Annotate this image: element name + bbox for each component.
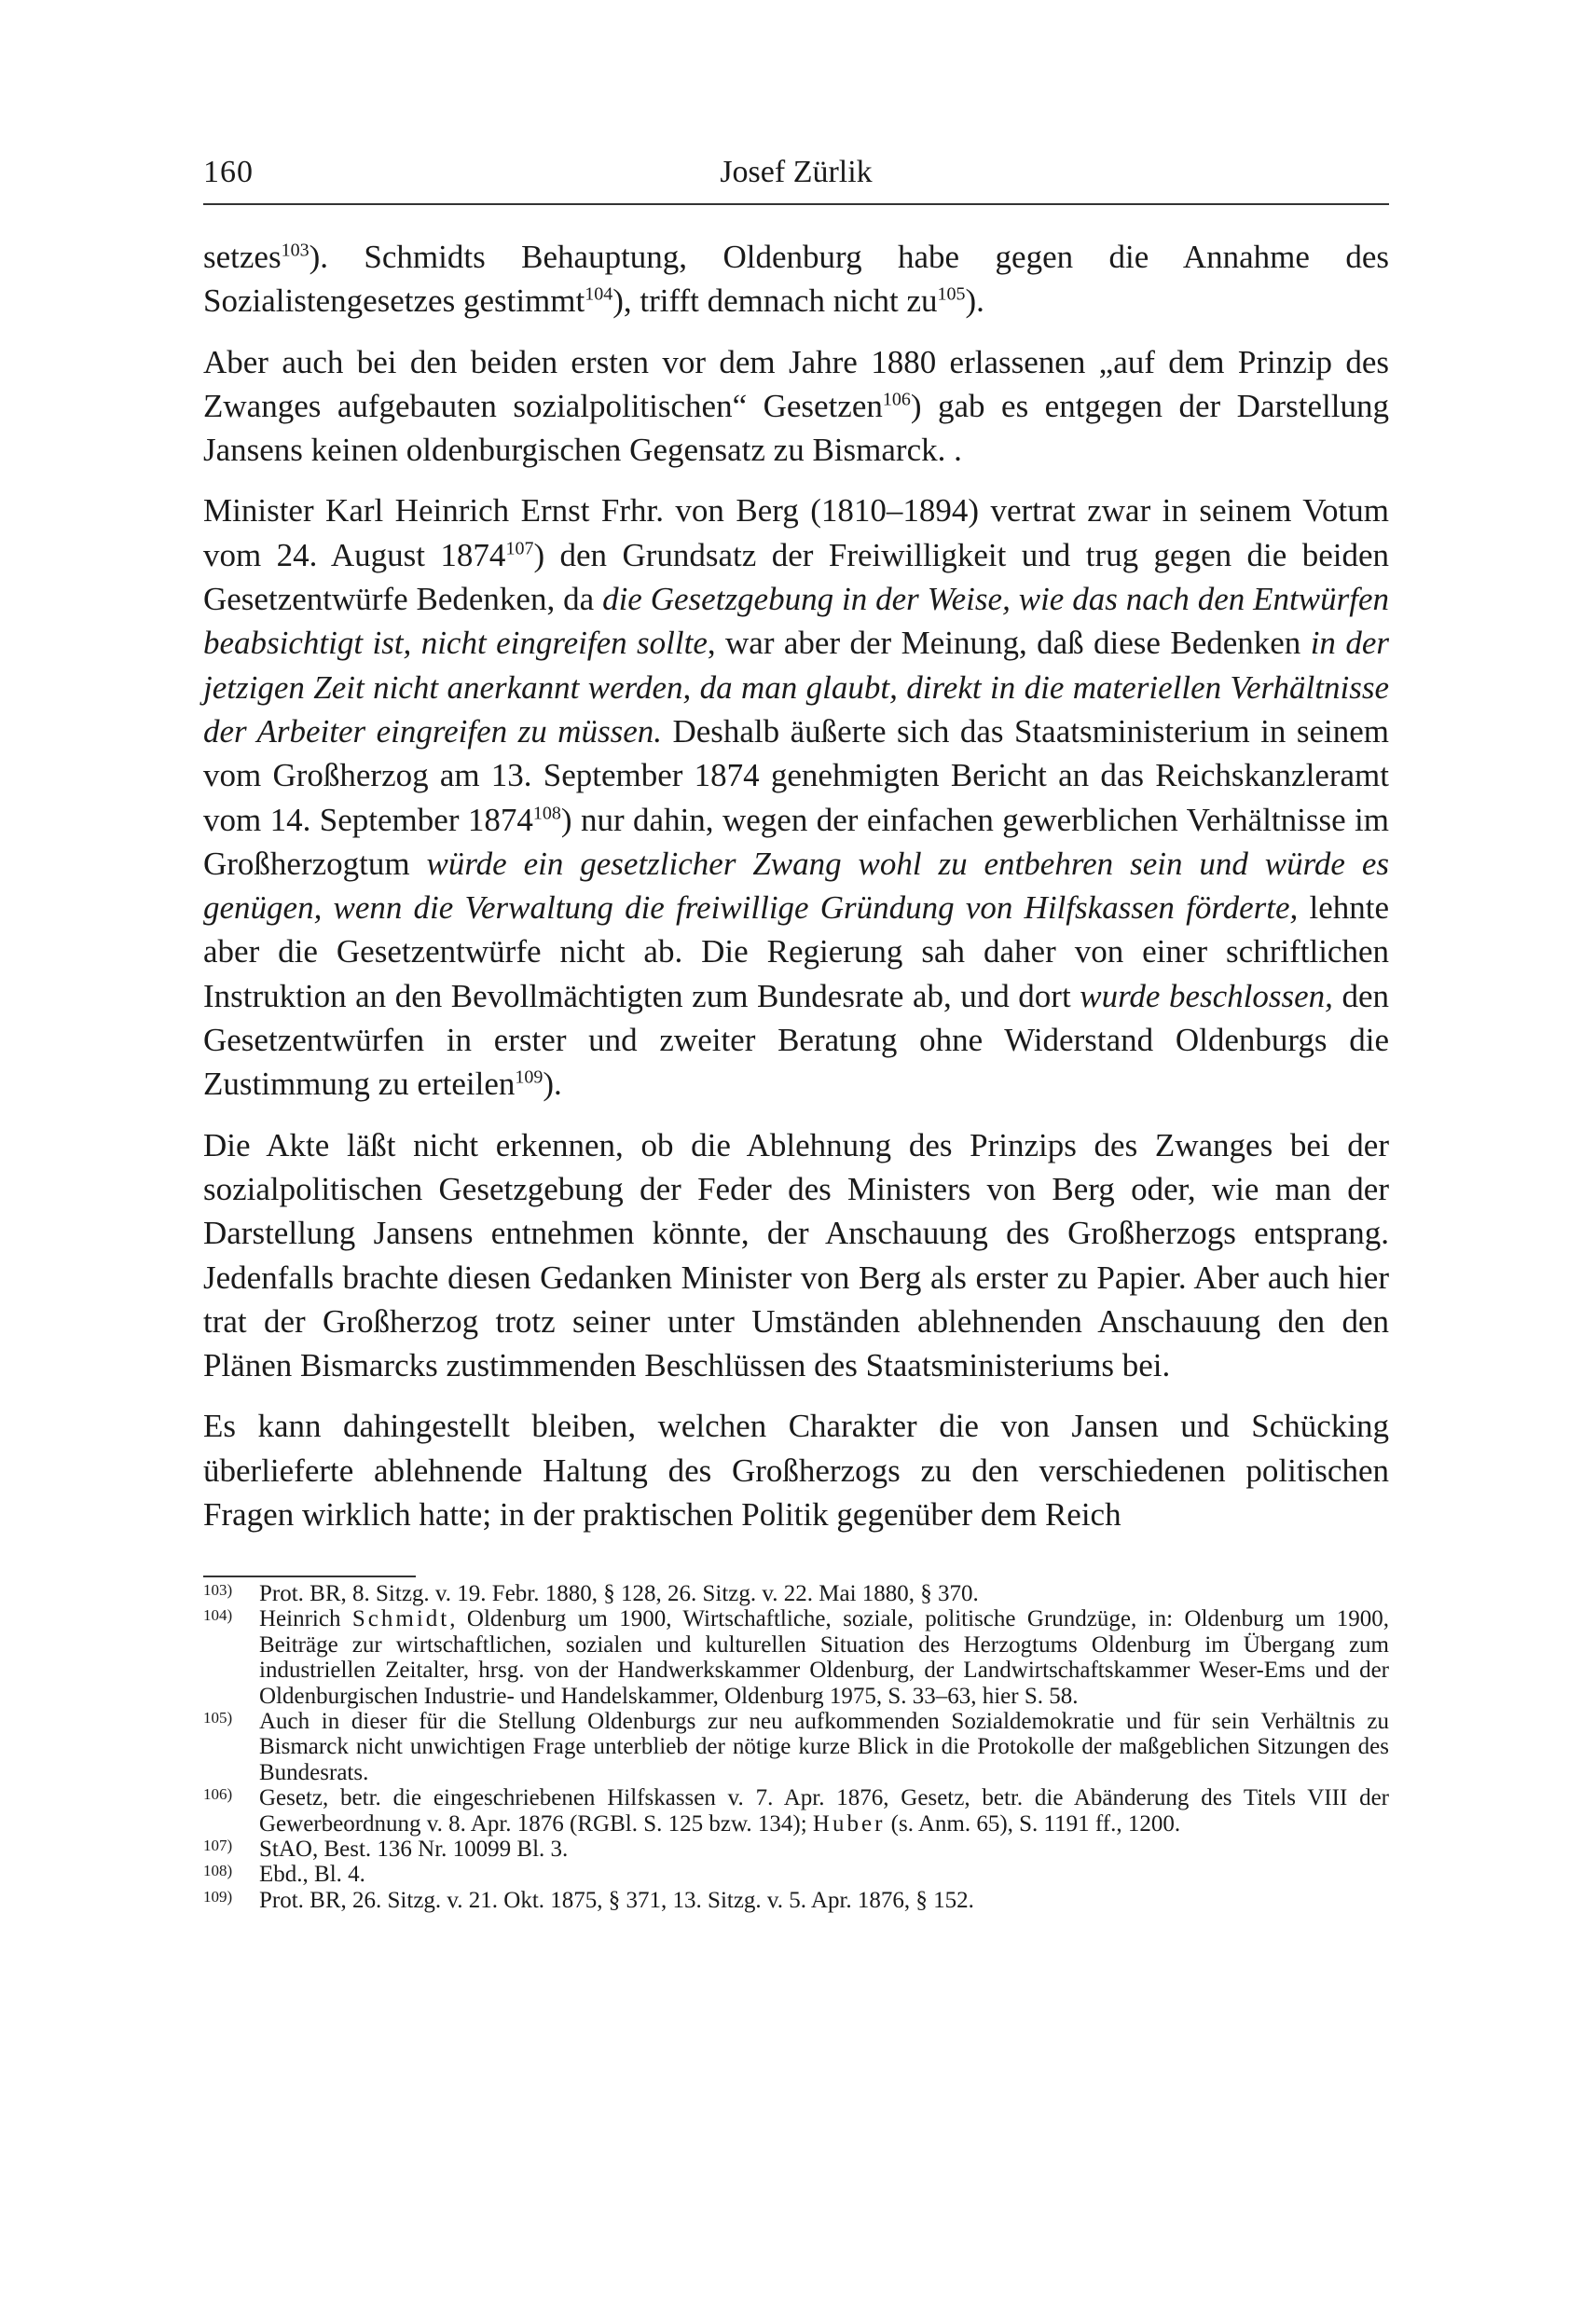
footnote-text: , Oldenburg um 1900, Wirtschaftliche, soziale, politische Grundzüge, in: Oldenburg um 1900, Beiträge zur wirtschaftlichen, sozialen und kulturellen Situation des Herzogtums Oldenburg im Übergang zum industriellen Zeitalter, hrsg. von der Handwerkskammer Oldenburg, der Landwirtschaftskammer Weser-Ems und der Oldenburgischen Industrie- und Handelskammer, Oldenburg 1975, S. 33–63, hier S. 58. <box>259 1606 1390 1709</box>
running-head: Josef Zürlik <box>720 155 873 189</box>
footnote-103 <box>203 1581 1389 1606</box>
footnote-ref: 109 <box>515 1067 543 1088</box>
text-run: ) den Grundsatz der Freiwilligkeit und trug gegen die beiden Gesetzentwürfe Bedenken, da <box>203 536 1389 618</box>
footnote-ref: 104 <box>585 283 613 305</box>
text-run: ). <box>543 1066 562 1103</box>
footnote-108 <box>203 1862 1389 1887</box>
quotation: wurde beschlossen, <box>1080 977 1333 1014</box>
footnote-number: 105) <box>203 1709 233 1727</box>
header-rule <box>203 203 1389 205</box>
footnote-ref: 108 <box>532 802 561 823</box>
text-run: Aber auch bei den beiden ersten vor dem Jahre 1880 erlassenen „auf dem Prinzip des Zwanges aufgebauten sozialpolitischen“ Gesetzen <box>203 343 1389 424</box>
footnote-text: Prot. BR, 26. Sitzg. v. 21. Okt. 1875, § 371, 13. Sitzg. v. 5. Apr. 1876, § 152. <box>259 1887 974 1913</box>
footnote-number: 107) <box>203 1837 233 1855</box>
footnote-number: 106) <box>203 1785 233 1804</box>
text-run: ), trifft demnach nicht zu <box>612 282 938 320</box>
text-run: ). Schmidts Behauptung, Oldenburg habe gegen die Annahme des Sozialistengesetzes gestimmt <box>203 239 1389 320</box>
text-run: ). <box>965 282 984 320</box>
paragraph-2 <box>203 340 1389 473</box>
footnote-number: 104) <box>203 1606 233 1625</box>
paragraph-1 <box>203 235 1389 323</box>
text-run: , war aber der Meinung, daß diese Bedenken <box>707 625 1311 662</box>
footnote-109 <box>203 1888 1389 1913</box>
footnote-text: Prot. BR, 8. Sitzg. v. 19. Febr. 1880, § 128, 26. Sitzg. v. 22. Mai 1880, § 370. <box>259 1581 979 1606</box>
main-text <box>203 235 1389 1553</box>
page-header <box>203 155 1389 196</box>
footnote-number: 103) <box>203 1581 233 1599</box>
footnote-106 <box>203 1785 1389 1837</box>
text-run: Minister Karl Heinrich Ernst Frhr. von Berg (1810–1894) vertrat zwar in seinem Votum vom 24. August 1874 <box>203 492 1389 573</box>
paragraph-5: Es kann dahingestellt bleiben, welchen Charakter die von Jansen und Schücking überlieferte ablehnende Haltung des Großherzogs zu den verschiedenen politischen Fragen wirklich hatte; in der praktischen Politik gegenüber dem Reich <box>203 1408 1389 1534</box>
footnote-ref: 106 <box>882 389 911 410</box>
footnote-107 <box>203 1837 1389 1862</box>
author-name: Schmidt <box>351 1606 450 1632</box>
footnote-text: (s. Anm. 65), S. 1191 ff., 1200. <box>885 1810 1181 1837</box>
footnote-text: Gesetz, betr. die eingeschriebenen Hilfskassen v. 7. Apr. 1876, Gesetz, betr. die Abänderung des Titels VIII der Gewerbeordnung v. 8. Apr. 1876 (RGBl. S. 125 bzw. 134); <box>259 1785 1389 1837</box>
text-run: lehnte aber die Gesetzentwürfe nicht ab. Die Regierung sah daher von einer schriftlichen Instruktion an den Bevollmächtigten zum Bundesrate ab, und dort <box>203 889 1390 1014</box>
paragraph-4: Die Akte läßt nicht erkennen, ob die Ablehnung des Prinzips des Zwanges bei der sozialpolitischen Gesetzgebung der Feder des Ministers von Berg oder, wie man der Darstellung Jansens entnehmen könnte, der Anschauung des Großherzogs entsprang. Jedenfalls brachte diesen Gedanken Minister von Berg als erster zu Papier. Aber auch hier trat der Großherzog trotz seiner unter Umständen ablehnenden Anschauung den den Plänen Bismarcks zustimmenden Beschlüssen des Staatsministeriums bei. <box>203 1126 1389 1384</box>
quotation: in der jetzigen Zeit nicht anerkannt werden, da man glaubt, direkt in die materiellen Verhältnisse der Arbeiter eingreifen zu müssen. <box>203 625 1389 750</box>
footnote-text: StAO, Best. 136 Nr. 10099 Bl. 3. <box>259 1837 569 1863</box>
text-run: ) nur dahin, wegen der einfachen gewerblichen Verhältnisse im Großherzogtum <box>203 801 1390 882</box>
footnote-text: Auch in dieser für die Stellung Oldenburgs zur neu aufkommenden Sozialdemokratie und für sein Verhältnis zu Bismarck nicht unwichtigen Frage unterblieb der nötige kurze Blick in die Protokolle der maßgeblichen Sitzungen des Bundesrats. <box>259 1709 1389 1785</box>
footnote-text: Ebd., Bl. 4. <box>259 1862 365 1888</box>
paragraph-3 <box>203 489 1389 1106</box>
page-number: 160 <box>203 155 254 189</box>
text-run: setzes <box>203 239 282 275</box>
footnote-ref: 103 <box>281 240 310 261</box>
footnotes <box>203 1581 1389 1913</box>
quotation: würde ein gesetzlicher Zwang wohl zu entbehren sein und würde es genügen, wenn die Verwaltung die freiwillige Gründung von Hilfskassen förderte, <box>203 845 1389 927</box>
quotation: die Gesetzgebung in der Weise, wie das nach den Entwürfen beabsichtigt ist, nicht eingreifen sollte <box>203 581 1389 662</box>
footnote-number: 109) <box>203 1887 233 1906</box>
text-run: ) gab es entgegen der Darstellung Jansens keinen oldenburgischen Gegensatz zu Bismarck. . <box>203 387 1389 469</box>
footnote-text: Heinrich <box>259 1606 352 1632</box>
footnote-105 <box>203 1709 1389 1785</box>
text-run: Deshalb äußerte sich das Staatsministerium in seinem vom Großherzog am 13. September 1874 genehmigten Bericht an das Reichskanzleramt vom 14. September 1874 <box>203 712 1389 838</box>
author-name: Huber <box>812 1810 886 1837</box>
text-run: den Gesetzentwürfen in erster und zweiter Beratung ohne Widerstand Oldenburgs die Zustimmung zu erteilen <box>203 977 1389 1103</box>
footnote-ref: 107 <box>505 538 534 559</box>
footnote-104 <box>203 1606 1389 1709</box>
footnote-ref: 105 <box>937 283 966 305</box>
footnote-number: 108) <box>203 1862 233 1880</box>
footnote-rule <box>203 1576 416 1577</box>
